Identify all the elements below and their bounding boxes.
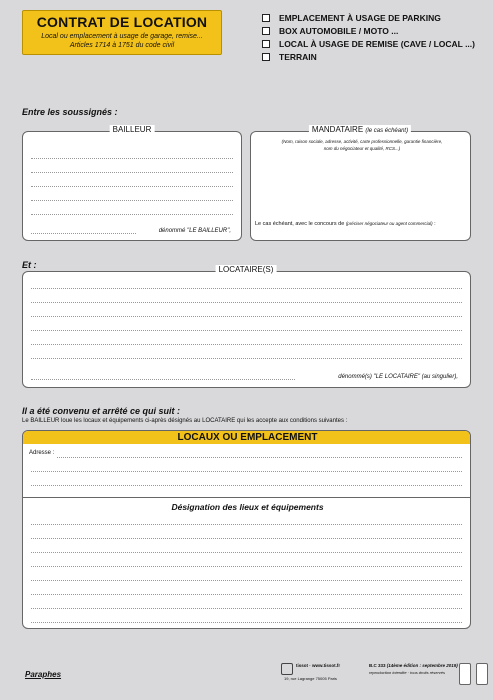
bailleur-panel[interactable] [22, 131, 242, 241]
adresse-label: Adresse : [29, 450, 55, 456]
bailleur-designation: dénommé "LE BAILLEUR", [158, 228, 231, 234]
et-heading: Et : [22, 260, 37, 270]
mandataire-panel[interactable] [250, 131, 471, 241]
option-label: LOCAL À USAGE DE REMISE (CAVE / LOCAL ...) [279, 39, 475, 49]
divider [23, 497, 471, 498]
parties-heading: Entre les soussignés : [22, 107, 118, 117]
document-reference: B.C 333 (14ème édition : septembre 2019) [369, 663, 458, 668]
paraphes-label: Paraphes [25, 670, 62, 679]
mandataire-title: MANDATAIRE (le cas échéant) [309, 125, 411, 134]
locataire-designation: dénommé(s) "LE LOCATAIRE" (au singulier), [338, 374, 458, 380]
paraphe-box[interactable] [476, 663, 488, 685]
contract-subtitle: Local ou emplacement à usage de garage, remise... [41, 33, 203, 40]
bailleur-title: BAILLEUR [110, 125, 155, 134]
agreement-text: Le BAILLEUR loue les locaux et équipements ci-après désignés au LOCATAIRE qui les accepte aux conditions suivantes : [22, 418, 348, 424]
checkbox[interactable] [262, 27, 270, 35]
contract-title-box [22, 10, 222, 55]
mandataire-hint: (Nom, raison sociale, adresse, activité, carte professionnelle, garantie financière, nom du négociateur et qualité, RCS...) [281, 139, 443, 151]
option-parking[interactable] [262, 12, 441, 24]
option-label: BOX AUTOMOBILE / MOTO ... [279, 26, 399, 36]
designation-heading: Désignation des lieux et équipements [171, 502, 324, 512]
publisher-address: 19, rue Lagrange 75005 Paris [284, 676, 337, 681]
locataire-title: LOCATAIRE(S) [216, 265, 277, 274]
mandataire-concours: Le cas échéant, avec le concours de (préciser négociateur ou agent commercial) : [255, 221, 436, 227]
publisher-logo-icon [281, 663, 293, 675]
checkbox[interactable] [262, 53, 270, 61]
option-terrain[interactable] [262, 51, 317, 63]
option-label: EMPLACEMENT À USAGE DE PARKING [279, 13, 441, 23]
checkbox[interactable] [262, 14, 270, 22]
publisher-brand: tissot · www.tissot.fr [296, 663, 341, 668]
locataire-panel[interactable] [22, 271, 471, 388]
contract-legal-reference: Articles 1714 à 1751 du code civil [69, 42, 175, 49]
option-box[interactable] [262, 25, 398, 37]
rights-notice: reproduction interdite · tous droits réservés [369, 670, 446, 675]
paraphe-box[interactable] [459, 663, 471, 685]
locaux-panel[interactable] [22, 430, 471, 629]
agreement-heading: Il a été convenu et arrêté ce qui suit : [22, 406, 181, 416]
option-label: TERRAIN [279, 52, 317, 62]
locaux-banner: LOCAUX OU EMPLACEMENT [23, 431, 471, 444]
contract-title: CONTRAT DE LOCATION [36, 14, 208, 30]
checkbox[interactable] [262, 40, 270, 48]
option-remise[interactable] [262, 38, 475, 50]
